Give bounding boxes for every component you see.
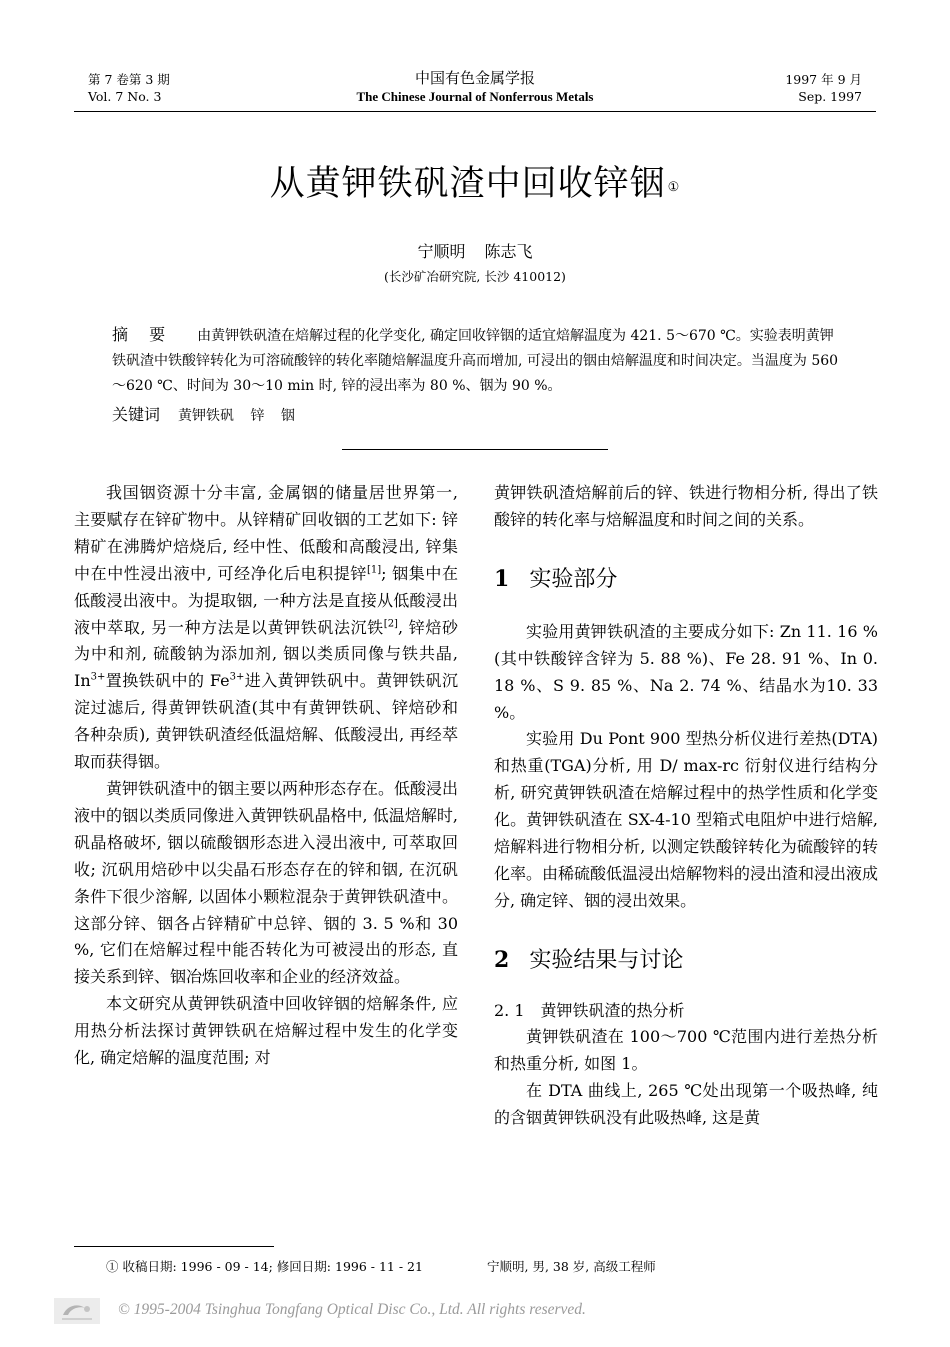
section-2-title: 实验结果与讨论 — [529, 947, 684, 973]
ion-charge-fe: 3+ — [229, 672, 245, 684]
copyright-notice: © 1995-2004 Tsinghua Tongfang Optical Disc Co., Ltd. All rights reserved. — [118, 1301, 586, 1318]
keywords-text: 黄钾铁矾 锌 铟 — [178, 408, 295, 424]
right-paragraph-0: 黄钾铁矾渣焙解前后的锌、铁进行物相分析, 得出了铁酸锌的转化率与焙解温度和时间之间的关系。 — [494, 483, 878, 529]
citation-2: [2] — [383, 618, 398, 630]
right-paragraph-1: 实验用黄钾铁矾渣的主要成分如下: Zn 11. 16 %(其中铁酸锌含锌为 5. 88 %)、Fe 28. 91 %、In 0. 18 %、S 9. 85 %、Na 2. 74 %、结晶水为10. 33 %。 — [494, 621, 878, 722]
left-p1-part-e: 进入黄钾铁矾中。黄钾铁矾沉淀过滤后, 得黄钾铁矾渣(其中有黄钾铁矾、锌焙砂和各种杂质), 黄钾铁矾渣经低温焙解、低酸浸出, 再经萃取而获得铟。 — [74, 671, 458, 772]
affiliation: (长沙矿冶研究院, 长沙 410012) — [384, 269, 566, 284]
subsection-2-1-title: 黄钾铁矾渣的热分析 — [540, 1000, 685, 1020]
right-paragraph-3: 黄钾铁矾渣在 100～700 ℃范围内进行差热分析和热重分析, 如图 1。 — [494, 1026, 878, 1073]
right-paragraph-2: 实验用 Du Pont 900 型热分析仪进行差热(DTA)和热重(TGA)分析, 用 D/ max-rc 衍射仪进行结构分析, 研究黄钾铁矾渣在焙解过程中的热学性质和化学变化。黄钾铁矾渣在 SX-4-10 型箱式电阻炉中进行焙解, 焙解料进行物相分析, 以测定铁酸锌转化为硫酸锌的转化率。由稀硫酸低温浸出焙解物料的浸出渣和浸出液成分, 确定锌、铟的浸出效果。 — [494, 729, 879, 910]
section-1-heading — [494, 564, 878, 595]
left-p1-part-c: , 锌焙砂为中和剂, 硫酸钠为添加剂, 铟以类质同像与铁共晶, In — [74, 617, 458, 691]
footnote-rule — [74, 1246, 274, 1247]
section-2-heading — [494, 945, 878, 976]
left-p1-part-b: ; 铟集中在低酸浸出液中。为提取铟, 一种方法是直接从低酸浸出液中萃取, 另一种方法是以黄钾铁矾法沉铁 — [74, 563, 458, 637]
left-p1-part-a: 我国铟资源十分丰富, 金属铟的储量居世界第一, 主要赋存在锌矿物中。从锌精矿回收铟的工艺如下: 锌精矿在沸腾炉焙烧后, 经中性、低酸和高酸浸出, 锌集中在中性浸出液中, 可经净化后电积提锌 — [74, 483, 458, 583]
left-p1-part-d: 置换铁矾中的 Fe — [105, 671, 230, 691]
header-issue-en: Vol. 7 No. 3 — [88, 89, 162, 104]
left-paragraph-2: 黄钾铁矾渣中的铟主要以两种形态存在。低酸浸出液中的铟以类质同像进入黄钾铁矾晶格中, 低温焙解时, 矾晶格破坏, 铟以硫酸铟形态进入浸出液中, 可萃取回收; 沉矾用焙砂中以尖晶石形态存在的锌和铟, 在沉矾条件下很少溶解, 以固体小颗粒混杂于黄钾铁矾渣中。这部分锌、铟各占锌精矿中总锌、铟的 3. 5 %和 30 %, 它们在焙解过程中能否转化为可被浸出的形态, 直接关系到锌、铟冶炼回收率和企业的经济效益。 — [74, 778, 459, 987]
header-date-en: Sep. 1997 — [798, 89, 862, 104]
authors: 宁顺明 陈志飞 — [417, 242, 533, 261]
ion-charge-in: 3+ — [90, 672, 106, 684]
subsection-2-1-heading — [494, 998, 878, 1024]
keywords — [112, 402, 840, 429]
right-paragraph-4: 在 DTA 曲线上, 265 ℃处出现第一个吸热峰, 纯的含铟黄钾铁矾没有此吸热峰, 这是黄 — [494, 1080, 878, 1127]
abstract-separator — [342, 449, 608, 450]
title-footnote-mark: ① — [667, 180, 681, 195]
citation-1: [1] — [366, 564, 382, 576]
header-issue — [88, 71, 170, 105]
section-1-title: 实验部分 — [529, 566, 618, 592]
header-rule — [74, 111, 876, 112]
subsection-2-1-number: 2. 1 — [494, 1000, 525, 1020]
article-title-text: 从黄钾铁矾渣中回收锌铟 — [269, 164, 666, 204]
right-column — [494, 480, 878, 1131]
abstract-label: 摘 要 — [112, 325, 174, 344]
article-title — [0, 160, 950, 208]
header-issue-cn: 第 7 卷第 3 期 — [88, 72, 170, 87]
keywords-label: 关键词 — [112, 405, 161, 424]
header-journal-cn: 中国有色金属学报 — [414, 69, 535, 87]
left-paragraph-1 — [74, 480, 458, 776]
abstract — [112, 322, 840, 399]
footnote-received-date: ① 收稿日期: 1996 - 09 - 14; 修回日期: 1996 - 11 - 21 — [106, 1259, 423, 1274]
section-1-number: 1 — [494, 565, 510, 592]
publisher-logo-icon — [54, 1298, 100, 1324]
abstract-text: 由黄钾铁矾渣在焙解过程的化学变化, 确定回收锌铟的适宜焙解温度为 421. 5～670 ℃。实验表明黄钾铁矾渣中铁酸锌转化为可溶硫酸锌的转化率随焙解温度升高而增加, 可浸出的铟由焙解温度和时间决定。当温度为 560～620 ℃、时间为 30～10 min 时, 锌的浸出率为 80 %、铟为 90 %。 — [112, 328, 839, 394]
header-journal-en: The Chinese Journal of Nonferrous Metals — [356, 89, 594, 104]
section-2-number: 2 — [494, 946, 510, 973]
header-date-cn: 1997 年 9 月 — [785, 72, 862, 87]
footnote-author-info: 宁顺明, 男, 38 岁, 高级工程师 — [487, 1259, 656, 1274]
header-journal — [290, 68, 660, 105]
left-paragraph-3: 本文研究从黄钾铁矾渣中回收锌铟的焙解条件, 应用热分析法探讨黄钾铁矾在焙解过程中发生的化学变化, 确定焙解的温度范围; 对 — [74, 994, 458, 1068]
left-column — [74, 480, 458, 1072]
header-date — [785, 71, 862, 105]
